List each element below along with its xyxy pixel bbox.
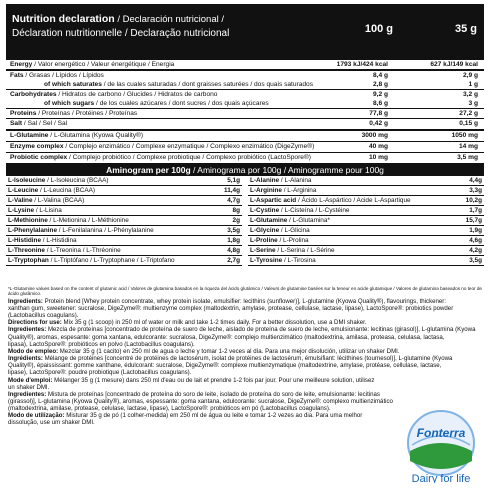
aminogram-left-column — [6, 176, 242, 266]
nutrient-value-100g: 2,8 g — [372, 81, 388, 88]
amino-acid-name: L-Aspartic acid / Ácido L-Aspártico / Acide L-Aspartique — [250, 197, 411, 204]
amino-acid-value: 1,8g — [227, 237, 240, 244]
ingredients-line: (Lactobacillus coagulans). — [8, 312, 79, 320]
aminogram-row — [6, 246, 242, 256]
nutrient-value-35g: 1 g — [468, 81, 478, 88]
amino-acid-name: L-Tryptophan / L-Triptófano / L-Tryptophane / L-Triptofano — [8, 257, 175, 264]
ingredients-line: Quality®), épaississant: gomme xanthane, édulcorant: sucralose, DigeZyme®: complexe multienzymatique (maltodextrine, amylase, protéase, cellulase, lactase, — [8, 362, 442, 370]
nutrient-row — [6, 108, 484, 118]
nutrient-label: Salt / Sal / Sel / Sal — [10, 120, 68, 127]
nutrient-table — [6, 58, 484, 165]
nutrient-label: Probiotic complex / Complejo probiótico / Complexe probiotique / Complexo probiótico (LactoSpore®) — [10, 154, 311, 161]
nutrient-value-100g: 8,4 g — [372, 72, 388, 79]
amino-acid-value: 10,2g — [465, 197, 482, 204]
amino-acid-value: 1,7g — [469, 207, 482, 214]
aminogram-row — [248, 176, 484, 186]
nutrient-row — [6, 58, 484, 69]
nutrient-row — [6, 129, 484, 141]
nutrient-value-100g: 1793 kJ/424 kcal — [336, 61, 388, 68]
amino-acid-value: 4,6g — [469, 237, 482, 244]
nutrient-row — [6, 69, 484, 80]
amino-acid-name: L-Serine / L-Serina / L-Sérine — [250, 247, 335, 254]
aminogram-title: Aminogram per 100g — [106, 165, 191, 175]
aminogram-row — [6, 216, 242, 226]
nutrient-label: of which sugars / de los cuales azúcares / dont sucres / dos quais açúcares — [44, 100, 269, 107]
amino-acid-value: 4,2g — [469, 247, 482, 254]
nutrient-row — [6, 99, 484, 108]
nutrient-value-35g: 627 kJ/149 kcal — [430, 61, 478, 68]
nutrient-value-100g: 9,2 g — [372, 91, 388, 98]
amino-acid-name: L-Proline / L-Prolina — [250, 237, 309, 244]
amino-acid-name: L-Histidine / L-Histidina — [8, 237, 77, 244]
header-title: Nutrition declaration — [12, 13, 115, 25]
amino-acid-name: L-Threonine / L-Treonina / L-Thréonine — [8, 247, 121, 254]
nutrient-row — [6, 89, 484, 99]
aminogram-row — [248, 186, 484, 196]
amino-acid-name: L-Tyrosine / L-Tirosina — [250, 257, 316, 264]
nutrient-value-35g: 3,5 mg — [457, 154, 478, 161]
nutrient-label: Energy / Valor energético / Valeur énergétique / Energia — [10, 61, 175, 68]
header-title-rest: / Declaración nutricional / — [114, 14, 224, 25]
ingredients-line: Modo de empleo: Mezclar 35 g (1 cacito) en 250 ml de agua o leche y tomar 1-2 veces al día. Para una mejor disolución, utilizar un shaker DMI. — [8, 347, 400, 355]
ingredients-line: lipase), LactoSpore®: poudre probiotique (Lactobacillus coagulans). — [8, 369, 192, 377]
amino-acid-value: 3,5g — [227, 227, 240, 234]
aminogram-row — [248, 246, 484, 256]
nutrient-row — [6, 118, 484, 129]
ingredients-line: Ingredientes: Mistura de proteínas [concentrado de proteína do soro de leite, isolado de proteína do soro de leite, emulsionante: lecitinas — [8, 390, 380, 398]
fonterra-logo-graphic — [398, 405, 484, 483]
amino-acid-value: 3,5g — [469, 257, 482, 264]
nutrient-value-100g: 8,6 g — [372, 100, 388, 107]
ingredients-line: Ingredients: Protein blend [Whey protein concentrate, whey protein isolate, emulsifier: lecithins (sunflower)], L-glutamine (Kyowa Quality®), flavourings, thickener: — [8, 297, 447, 305]
amino-acid-name: L-Phenylalanine / L-Fenilalanina / L-Phénylalanine — [8, 227, 154, 234]
amino-acid-value: 4,7g — [227, 197, 240, 204]
aminogram-row — [248, 256, 484, 266]
amino-acid-value: 8g — [232, 207, 240, 214]
logo-brand: Fonterra — [416, 426, 466, 440]
nutrient-value-35g: 1050 mg — [451, 132, 478, 139]
ingredients-line: dissolução, use um shaker DMI. — [8, 419, 95, 427]
glutamine-footnote: *L-Glutamine values based on the content of glutamic acid / Valores de glutamina basados en la riqueza del ácido glutámico / Valeurs de glutamine basées sur la teneur en acide glutamique / Valores de glutamina baseados no teor de ácido glutâmico. — [8, 286, 482, 297]
ingredients-line: lipasa), LactoSpore®: probióticos en polvo (Lactobacillus coagulans). — [8, 340, 195, 348]
ingredients-line: Ingredientes: Mezcla de proteínas [concentrado de proteína de suero de leche, aislado de proteína de suero de leche, emulsionante: lecitinas (girasol)], L-glutamina (Kyowa — [8, 326, 476, 334]
aminogram-title-rest: / Aminograma por 100g / Aminogramme pour 100g — [190, 165, 384, 175]
aminogram-header — [6, 165, 484, 176]
nutrient-label: L-Glutamine / L-Glutamina (Kyowa Quality®) — [10, 132, 144, 139]
nutrient-row — [6, 80, 484, 89]
nutrient-row — [6, 141, 484, 152]
nutrient-label: Carbohydrates / Hidratos de carbono / Glucides / Hidratos de carbono — [10, 91, 218, 98]
header-subtitle: Déclaration nutritionnelle / Declaração nutricional — [12, 28, 230, 39]
nutrient-label: Enzyme complex / Complejo enzimático / Complexe enzymatique / Complexo enzimático (DigeZyme®) — [10, 143, 315, 150]
aminogram-row — [6, 176, 242, 186]
amino-acid-name: L-Leucine / L-Leucina (BCAA) — [8, 187, 96, 194]
nutrient-value-100g: 3000 mg — [361, 132, 388, 139]
ingredients-line: xanthan gum, sweetener: sucralose, DigeZyme®: multienzyme complex (maltodextrin, amylase, protease, cellulase, lactase, lipase), LactoSpore®: probiotics powder — [8, 304, 454, 312]
aminogram-row — [248, 216, 484, 226]
amino-acid-value: 4,8g — [227, 247, 240, 254]
nutrient-label: of which saturates / de las cuales saturadas / dont graisses saturées / dos quais saturados — [44, 81, 314, 88]
nutrient-value-100g: 10 mg — [368, 154, 388, 161]
amino-acid-value: 3,3g — [469, 187, 482, 194]
ingredients-line: un shaker DMI. — [8, 383, 50, 391]
aminogram-row — [248, 226, 484, 236]
amino-acid-value: 4,4g — [469, 177, 482, 184]
amino-acid-name: L-Valine / L-Valina (BCAA) — [8, 197, 85, 204]
amino-acid-name: L-Isoleucine / L-Isoleucina (BCAA) — [8, 177, 109, 184]
aminogram-row — [6, 206, 242, 216]
nutrition-header — [6, 4, 484, 58]
ingredients-line: Directions for use: Mix 35 g (1 scoop) in 250 ml of water or milk and take 1-2 times daily. For a better dissolution, use a DMI shaker. — [8, 319, 367, 327]
ingredients-line: Ingrédients: Mélange de protéines [concentré de protéines de lactosérum, isolat de protéines de lactosérum, émulsifiant: lécithines (tournesol)], L-glutamine (Kyowa — [8, 355, 453, 363]
nutrient-value-100g: 77,8 g — [369, 110, 388, 117]
nutrient-value-35g: 3,2 g — [462, 91, 478, 98]
nutrient-value-35g: 27,2 g — [459, 110, 478, 117]
nutrient-value-35g: 0,15 g — [459, 120, 478, 127]
ingredients-line: Modo de utilização: Misturar 35 g de pó (1 colher-medida) em 250 ml de água ou leite e tomar 1-2 vezes ao dia. Para uma melhor — [8, 412, 363, 420]
nutrient-row — [6, 152, 484, 165]
aminogram-row — [6, 236, 242, 246]
amino-acid-name: L-Cystine / L-Cisteína / L-Cystéine — [250, 207, 350, 214]
header-col-100g: 100 g — [364, 23, 393, 35]
amino-acid-name: L-Alanine / L-Alanina — [250, 177, 312, 184]
aminogram-row — [6, 186, 242, 196]
amino-acid-value: 11,4g — [224, 187, 240, 194]
amino-acid-value: 2g — [232, 217, 240, 224]
nutrition-label — [6, 4, 484, 427]
ingredients-line: Quality®), aromas, espesante: goma xantana, edulcorante: sucralosa, DigeZyme®: complejo multienzimático (maltodextrina, amilasa, proteasa, celulasa, lactasa, — [8, 333, 445, 341]
header-col-35g: 35 g — [454, 23, 477, 35]
amino-acid-name: L-Glycine / L-Glicina — [250, 227, 310, 234]
nutrient-value-100g: 40 mg — [368, 143, 388, 150]
amino-acid-name: L-Methionine / L-Metionina / L-Méthionine — [8, 217, 129, 224]
aminogram-row — [248, 236, 484, 246]
amino-acid-value: 2,7g — [227, 257, 240, 264]
ingredients-line: (girassol)], L-glutamina (Kyowa Quality®), aromas, espessante: goma xantana, edulcorante: sucralose, DigeZyme®: complexo multienzimático — [8, 398, 393, 405]
logo-tagline: Dairy for life — [411, 473, 471, 483]
nutrient-value-35g: 14 mg — [458, 143, 478, 150]
aminogram-row — [6, 256, 242, 266]
amino-acid-value: 1,9g — [469, 227, 482, 234]
amino-acid-value: 5,1g — [227, 177, 240, 184]
fonterra-logo — [398, 405, 484, 483]
amino-acid-name: L-Lysine / L-Lisina — [8, 207, 62, 214]
aminogram-row — [6, 196, 242, 206]
aminogram-right-column — [248, 176, 484, 266]
aminogram-row — [248, 206, 484, 216]
ingredients-line: (maltodextrina, amilase, protease, celulase, lactase, lipase), LactoSpore®: probióticos em pó (Lactobacillus coagulans). — [8, 405, 331, 413]
aminogram-table — [6, 176, 484, 285]
aminogram-row — [6, 226, 242, 236]
nutrient-label: Proteins / Proteínas / Protéines / Proteínas — [10, 110, 138, 117]
nutrient-label: Fats / Grasas / Lípidos / Lípidos — [10, 72, 104, 79]
amino-acid-name: L-Glutamine / L-Glutamina* — [250, 217, 330, 224]
nutrient-value-35g: 3 g — [468, 100, 478, 107]
ingredients-line: Mode d'emploi: Mélanger 35 g (1 mesure) dans 250 ml d'eau ou de lait et prendre 1-2 fois par jour. Pour une meilleure solution, utilisez — [8, 376, 375, 384]
nutrient-value-100g: 0,42 g — [369, 120, 388, 127]
header-title-line — [12, 14, 224, 25]
ingredients-text — [6, 298, 484, 377]
nutrient-value-35g: 2,9 g — [462, 72, 478, 79]
amino-acid-name: L-Arginine / L-Arginina — [250, 187, 317, 194]
aminogram-row — [248, 196, 484, 206]
amino-acid-value: 15,7g — [465, 217, 482, 224]
